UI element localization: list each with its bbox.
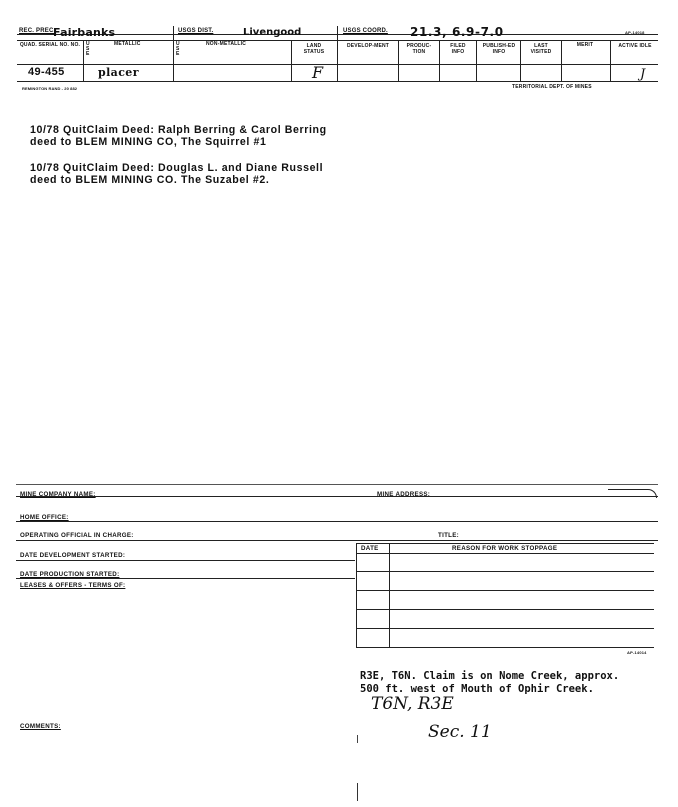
stoppage-date-header: DATE [361,545,379,552]
handwritten-section: Sec. 11 [428,722,492,742]
location-line-2: 500 ft. west of Mouth of Ophir Creek. [360,683,594,695]
col-active-idle: ACTIVE IDLE [618,43,652,49]
col-filed-info: FILED INFO [450,43,466,55]
usgs-dist-value: Livengood [243,27,302,38]
col-nonmetallic: NON-METALLIC [206,41,247,47]
title-label: TITLE: [438,532,460,539]
form-number: AP-14018 [625,30,645,35]
usgs-dist-label: USGS DIST. [178,28,214,34]
record-2-line-1: 10/78 QuitClaim Deed: Douglas L. and Diane Russell [30,162,324,174]
col-use-2: U S E [176,41,180,57]
rec-prec-value: Fairbanks [53,26,116,39]
date-production-label: DATE PRODUCTION STARTED: [20,571,120,578]
active-idle-value: J [640,67,646,82]
department: TERRITORIAL DEPT. OF MINES [512,84,592,90]
stoppage-form-number: AP-14014 [627,650,647,655]
mine-company-name-label: MINE COMPANY NAME: [20,491,96,498]
location-line-1: R3E, T6N. Claim is on Nome Creek, approx. [360,670,620,682]
metallic-value: placer [98,66,139,79]
date-development-label: DATE DEVELOPMENT STARTED: [20,552,126,559]
col-land-status: LAND STATUS [303,43,325,55]
rec-prec-label: REC. PREC. [19,28,56,34]
stoppage-reason-header: REASON FOR WORK STOPPAGE [452,545,558,552]
col-use-1: U S E [86,41,90,57]
col-merit: MERIT [576,42,594,48]
col-metallic: METALLIC [114,41,141,47]
usgs-coord-label: USGS COORD. [343,28,388,34]
home-office-label: HOME OFFICE: [20,514,69,521]
record-1-line-2: deed to BLEM MINING CO, The Squirrel #1 [30,136,267,148]
comments-label: COMMENTS: [20,723,61,730]
operating-official-label: OPERATING OFFICIAL IN CHARGE: [20,532,134,539]
col-published-info: PUBLISH-ED INFO [482,43,516,55]
leases-label: LEASES & OFFERS - TERMS OF: [20,582,126,589]
record-1-line-1: 10/78 QuitClaim Deed: Ralph Berring & Carol Berring [30,124,327,136]
handwritten-township: T6N, R3E [371,694,454,714]
record-2-line-2: deed to BLEM MINING CO. The Suzabel #2. [30,174,270,186]
land-status-value: F [312,63,324,82]
mine-address-label: MINE ADDRESS: [377,491,431,498]
col-quad-serial: QUAD. SERIAL NO. NO. [19,42,81,48]
col-production: PRODUC-TION [406,43,432,55]
col-last-visited: LAST VISITED [530,43,552,55]
printer-note: REMINGTON RAND - 20 882 [22,86,78,91]
serial-value: 49-455 [28,66,65,78]
col-development: DEVELOP-MENT [346,43,390,49]
usgs-coord-value: 21.3, 6.9-7.0 [410,25,504,39]
